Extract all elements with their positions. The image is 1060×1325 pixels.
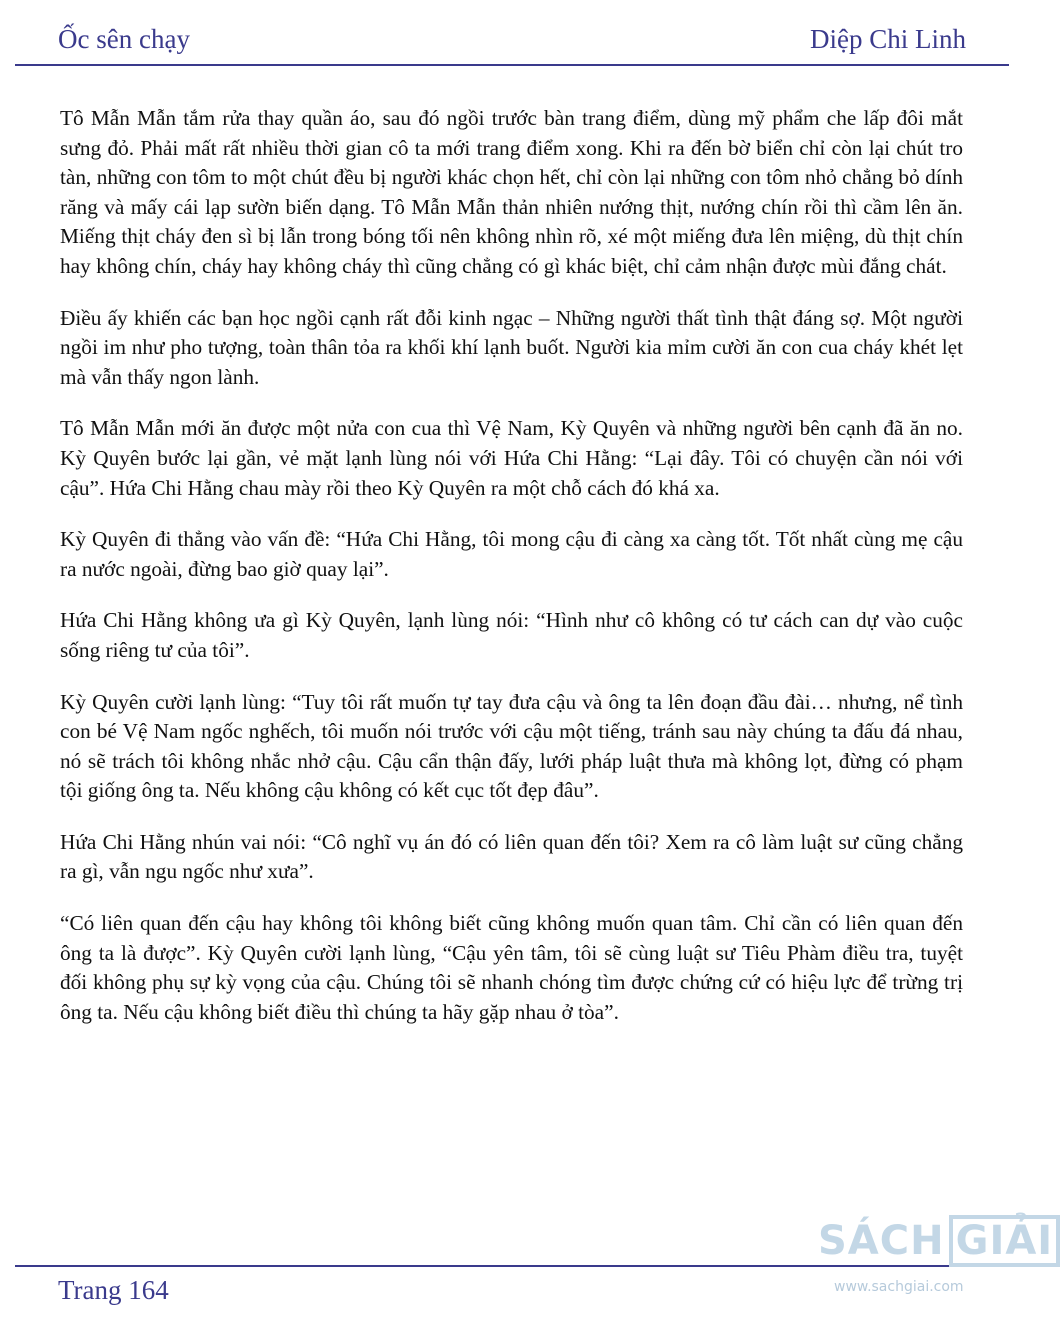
watermark-logo-text [818, 1215, 1060, 1267]
paragraph: Kỳ Quyên cười lạnh lùng: “Tuy tôi rất muốn tự tay đưa cậu và ông ta lên đoạn đầu đài… nhưng, nể tình con bé Vệ Nam ngốc nghếch, tôi muốn nói trước với cậu một tiếng, tránh sau này chúng ta đấu đá nhau, nó sẽ trách tôi không nhắc nhở cậu. Cậu cẩn thận đấy, lưới pháp luật thưa mà không lọt, đừng có phạm tội giống ông ta. Nếu không cậu không có kết cục tốt đẹp đâu”. [60, 689, 963, 803]
paragraph: Hứa Chi Hằng không ưa gì Kỳ Quyên, lạnh lùng nói: “Hình như cô không có tư cách can dự vào cuộc sống riêng tư của tôi”. [60, 608, 963, 662]
page-header [0, 0, 1024, 66]
paragraph: Tô Mẫn Mẫn mới ăn được một nửa con cua thì Vệ Nam, Kỳ Quyên và những người bên cạnh đã ăn no. Kỳ Quyên bước lại gần, vẻ mặt lạnh lùng nói với Hứa Chi Hằng: “Lại đây. Tôi có chuyện cần nói với cậu”. Hứa Chi Hằng chau mày rồi theo Kỳ Quyên ra một chỗ cách đó khá xa. [60, 416, 963, 500]
paragraph: Kỳ Quyên đi thẳng vào vấn đề: “Hứa Chi Hằng, tôi mong cậu đi càng xa càng tốt. Tốt nhất cùng mẹ cậu ra nước ngoài, đừng bao giờ quay lại”. [60, 527, 963, 581]
page-body [60, 104, 963, 1049]
watermark-logo [818, 1215, 1054, 1325]
watermark-url: www.sachgiai.com [834, 1279, 964, 1295]
header-rule [15, 64, 1009, 66]
page-number: Trang 164 [58, 1275, 169, 1305]
paragraph: Điều ấy khiến các bạn học ngồi cạnh rất đỗi kinh ngạc – Những người thất tình thật đáng sợ. Một người ngồi im như pho tượng, toàn thân tỏa ra khối khí lạnh buốt. Người kia mỉm cười ăn con cua cháy khét lẹt mà vẫn thấy ngon lành. [60, 305, 963, 389]
watermark-logo-part2: GIẢI [949, 1215, 1060, 1267]
watermark-logo-part1: SÁCH [818, 1218, 945, 1264]
author-name: Diệp Chi Linh [810, 24, 966, 54]
book-title: Ốc sên chạy [58, 24, 190, 54]
paragraph: Hứa Chi Hằng nhún vai nói: “Cô nghĩ vụ án đó có liên quan đến tôi? Xem ra cô làm luật sư cũng chẳng ra gì, vẫn ngu ngốc như xưa”. [60, 829, 963, 884]
paragraph: “Có liên quan đến cậu hay không tôi không biết cũng không muốn quan tâm. Chỉ cần có liên quan đến ông ta là được”. Kỳ Quyên cười lạnh lùng, “Cậu yên tâm, tôi sẽ cùng luật sư Tiêu Phàm điều tra, tuyệt đối không phụ sự kỳ vọng của cậu. Chúng tôi sẽ nhanh chóng tìm được chứng cứ có hiệu lực để trừng trị ông ta. Nếu cậu không biết điều thì chúng ta hãy gặp nhau ở tòa”. [60, 911, 963, 1024]
paragraph: Tô Mẫn Mẫn tắm rửa thay quần áo, sau đó ngồi trước bàn trang điểm, dùng mỹ phẩm che lấp đôi mắt sưng đỏ. Phải mất rất nhiều thời gian cô ta mới trang điểm xong. Khi ra đến bờ biển chỉ còn lại chút tro tàn, những con tôm to một chút đều bị người khác chọn hết, chỉ còn lại những con tôm nhỏ chẳng bỏ dính răng và mấy cái lạp sườn biến dạng. Tô Mẫn Mẫn thản nhiên nướng thịt, nướng chín rồi thì cầm lên ăn. Miếng thịt cháy đen sì bị lẫn trong bóng tối nên không nhìn rõ, xé một miếng đưa lên miệng, dù thịt chín hay không chín, cháy hay không cháy thì cũng chẳng có gì khác biệt, chỉ cảm nhận được mùi đắng chát. [60, 106, 963, 278]
